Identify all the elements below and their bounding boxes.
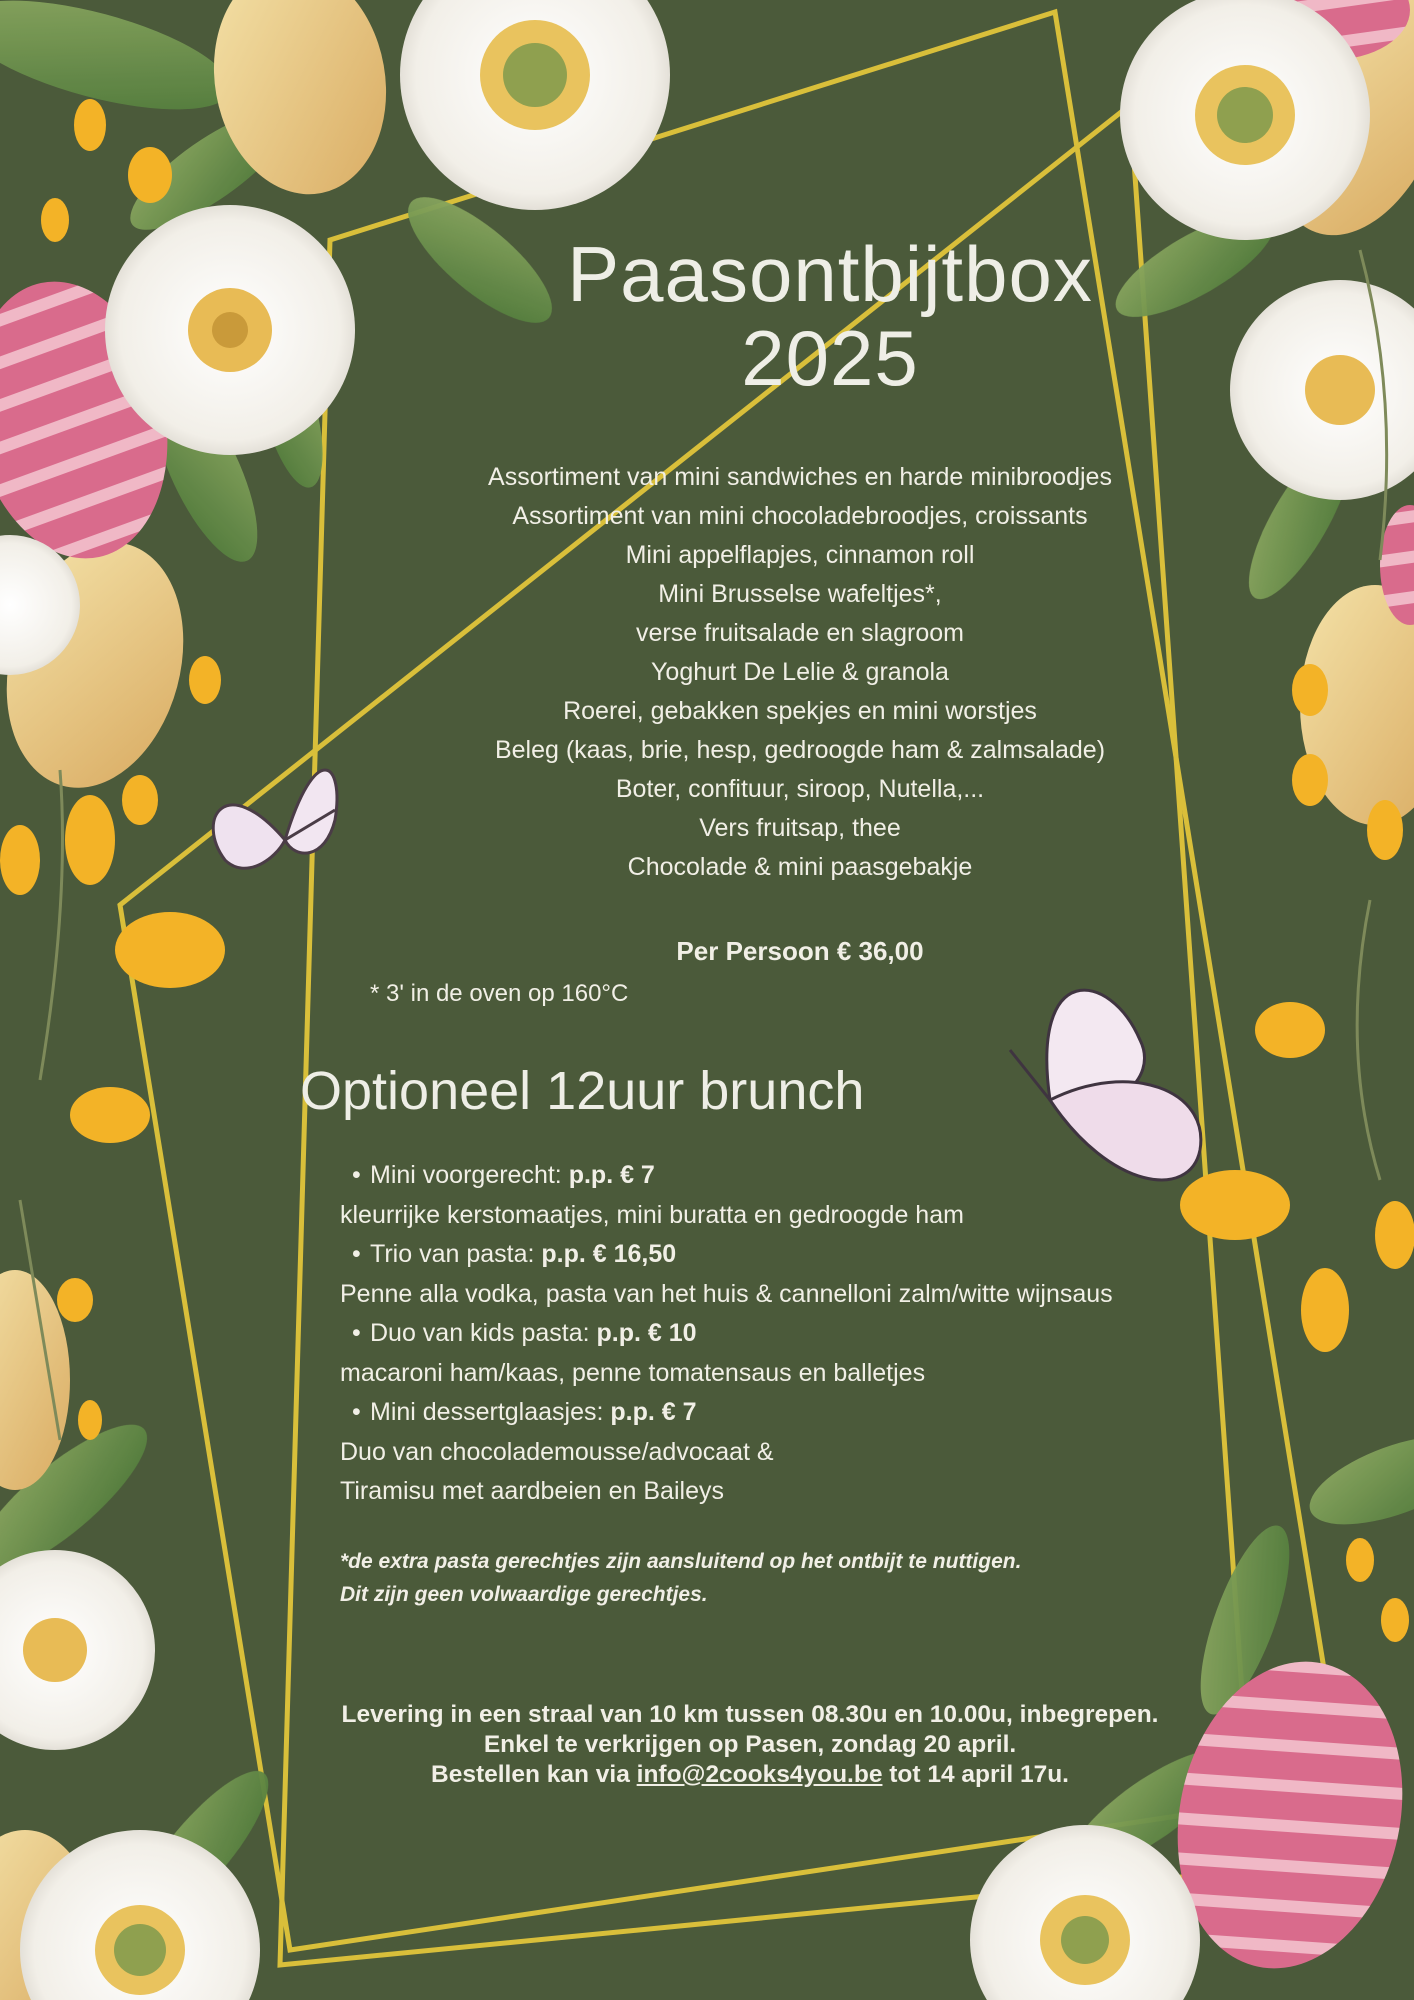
disclaimer-line: Dit zijn geen volwaardige gerechtjes. (340, 1583, 708, 1606)
course-price: p.p. € 7 (568, 1161, 655, 1189)
page-title (450, 232, 1210, 400)
list-item: Beleg (kaas, brie, hesp, gedroogde ham & zalmsalade) (494, 736, 1106, 764)
course-item (340, 1393, 1220, 1512)
course-item (340, 1156, 1220, 1235)
order-suffix: tot 14 april 17u. (882, 1761, 1069, 1788)
course-item (340, 1314, 1220, 1393)
title-line-2: 2025 (741, 314, 919, 402)
email-link[interactable]: info@2cooks4you.be (636, 1761, 883, 1788)
delivery-line: Enkel te verkrijgen op Pasen, zondag 20 april. (483, 1731, 1017, 1758)
price-per-person: Per Persoon € 36,00 (676, 936, 924, 966)
title-line-1: Paasontbijtbox (567, 230, 1093, 318)
list-item: Boter, confituur, siroop, Nutella,... (615, 775, 985, 803)
brunch-title: Optioneel 12uur brunch (300, 1061, 865, 1121)
list-item: Assortiment van mini chocoladebroodjes, croissants (512, 502, 1088, 530)
delivery-info (250, 1700, 1250, 1790)
disclaimer-line: *de extra pasta gerechtjes zijn aansluitend op het ontbijt te nuttigen. (340, 1550, 1022, 1573)
course-description: macaroni ham/kaas, penne tomatensaus en balletjes (340, 1358, 926, 1387)
order-line (250, 1760, 1250, 1790)
brunch-courses (340, 1156, 1220, 1512)
butterfly-icon (1010, 990, 1201, 1180)
list-item: Yoghurt De Lelie & granola (651, 658, 949, 686)
list-item: Assortiment van mini sandwiches en harde minibroodjes (488, 463, 1112, 491)
course-price: p.p. € 10 (596, 1319, 697, 1347)
order-prefix: Bestellen kan via (431, 1761, 637, 1788)
breakfast-items-list (380, 458, 1220, 887)
pasta-disclaimer (340, 1545, 1021, 1611)
list-item: Chocolade & mini paasgebakje (627, 853, 973, 881)
course-name: Duo van kids pasta: (370, 1319, 590, 1347)
course-name: Trio van pasta: (370, 1240, 535, 1268)
list-item: Vers fruitsap, thee (699, 814, 901, 842)
list-item: verse fruitsalade en slagroom (636, 619, 964, 647)
oven-note: * 3' in de oven op 160°C (370, 980, 629, 1007)
list-item: Mini Brusselse wafeltjes*, (658, 580, 942, 608)
course-price: p.p. € 7 (610, 1398, 697, 1426)
course-description: Penne alla vodka, pasta van het huis & cannelloni zalm/witte wijnsaus (340, 1279, 1113, 1308)
course-item (340, 1235, 1220, 1314)
course-name: Mini dessertglaasjes: (370, 1398, 604, 1426)
list-item: Mini appelflapjes, cinnamon roll (625, 541, 975, 569)
course-description: kleurrijke kerstomaatjes, mini buratta en gedroogde ham (340, 1200, 964, 1229)
course-description: Tiramisu met aardbeien en Baileys (340, 1477, 724, 1505)
delivery-line: Levering in een straal van 10 km tussen 08.30u en 10.00u, inbegrepen. (341, 1701, 1159, 1728)
list-item: Roerei, gebakken spekjes en mini worstjes (563, 697, 1037, 725)
course-price: p.p. € 16,50 (541, 1240, 677, 1268)
course-name: Mini voorgerecht: (370, 1161, 562, 1189)
course-description: Duo van chocolademousse/advocaat & (340, 1437, 774, 1466)
